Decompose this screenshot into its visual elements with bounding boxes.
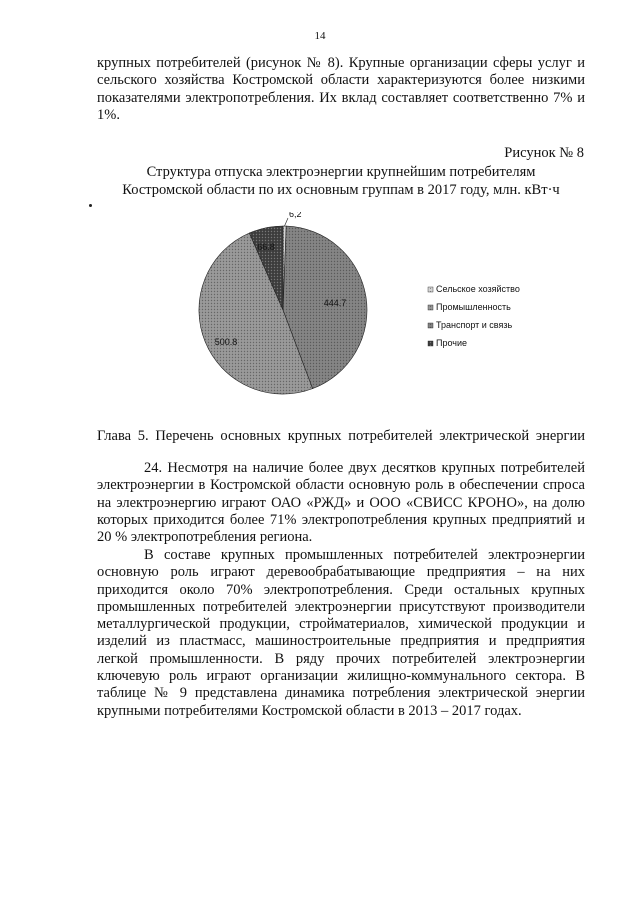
page-number: 14 <box>314 30 326 42</box>
legend-label-1: Сельское хозяйство <box>436 284 520 294</box>
figure-title <box>97 163 585 199</box>
legend-swatch-2 <box>428 305 433 310</box>
pie-slices <box>199 226 367 394</box>
bullet-dot <box>89 204 92 207</box>
legend-label-3: Транспорт и связь <box>436 320 513 330</box>
intro-paragraph: крупных потребителей (рисунок № 8). Крупные организации сферы услуг и сельского хозяйства Костромской области характеризуются более низкими показателями электропотребления. Их вклад составляет соответственно 7% и 1%. <box>97 55 585 123</box>
figure-title-line-1: Структура отпуска электроэнергии крупнейшим потребителям <box>146 164 536 180</box>
chart-legend <box>428 284 520 348</box>
slice-label-1: 6,2 <box>289 212 302 219</box>
paragraph-2: В составе крупных промышленных потребителей электроэнергии основную роль играют деревообрабатывающие предприятия – на них приходится около 70% электропотребления. Среди остальных крупных промышленных потребителей электроэнергии присутствуют производители металлургической продукции, стройматериалов, химической продукции и изделий из пластмасс, машиностроительные предприятия и предприятия легкой промышленности. В ряду прочих потребителей электроэнергии ключевую роль играют организации жилищно-коммунального сектора. В таблице № 9 представлена динамика потребления электрической энергии крупными потребителями Костромской области в 2013 – 2017 годах. <box>97 547 585 719</box>
pie-chart <box>180 212 580 412</box>
legend-label-4: Прочие <box>436 338 468 348</box>
slice-label-2: 500.8 <box>214 337 238 347</box>
figure-title-line-2: Костромской области по их основным группам в 2017 году, млн. кВт·ч <box>122 182 560 198</box>
figure-label: Рисунок № 8 <box>504 145 584 161</box>
slice-label-3: 444.7 <box>323 298 347 308</box>
paragraph-1: 24. Несмотря на наличие более двух десятков крупных потребителей электроэнергии в Костромской области основную роль в обеспечении спроса на электроэнергию играют ОАО «РЖД» и ООО «СВИСС КРОНО», на долю которых приходится более 71% электропотребления крупных предприятий и 20 % электропотребления региона. <box>97 460 585 546</box>
chapter-title: Глава 5. Перечень основных крупных потребителей электрической энергии <box>97 428 585 444</box>
legend-label-2: Промышленность <box>436 302 511 312</box>
legend-swatch-3 <box>428 323 433 328</box>
leader-line <box>285 218 289 226</box>
legend-swatch-1 <box>428 287 433 292</box>
legend-swatch-4 <box>428 341 433 346</box>
slice-label-4: 66.8 <box>257 242 275 252</box>
